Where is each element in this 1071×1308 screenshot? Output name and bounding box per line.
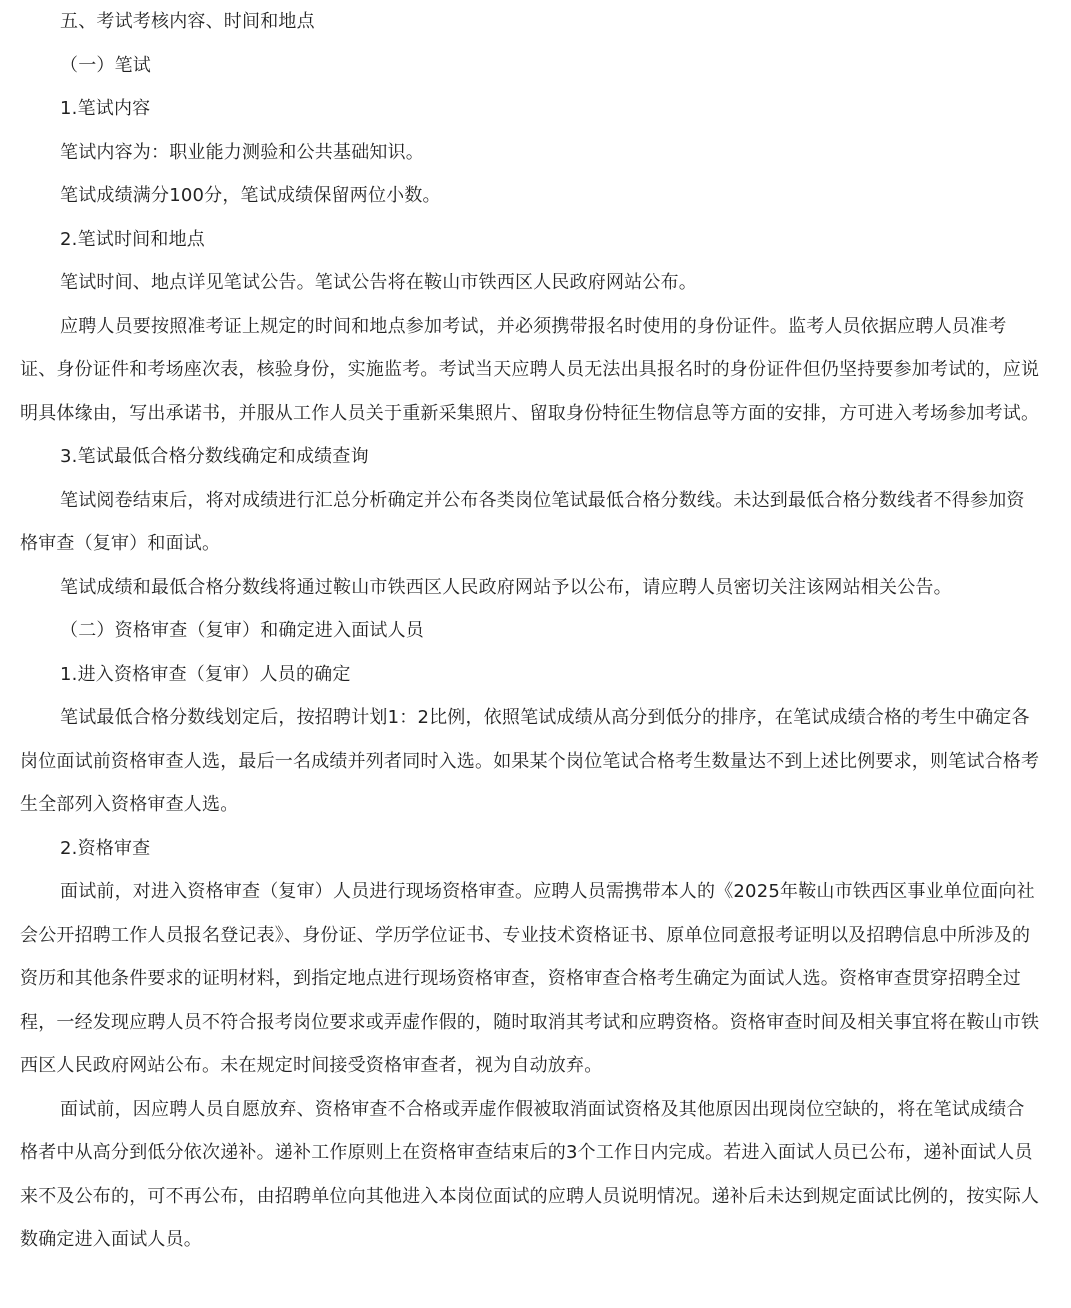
item-heading-review-candidates: 1.进入资格审查（复审）人员的确定 bbox=[60, 663, 351, 685]
item-heading-passing-score: 3.笔试最低合格分数线确定和成绩查询 bbox=[60, 446, 369, 467]
subsection-heading-written-exam: （一）笔试 bbox=[60, 54, 151, 76]
item-heading-qualification-review: 2.资格审查 bbox=[60, 837, 151, 859]
paragraph-written-content: 笔试内容为：职业能力测验和公共基础知识。 bbox=[60, 141, 424, 163]
subsection-heading-qualification-review: （二）资格审查（复审）和确定进入面试人员 bbox=[60, 620, 424, 641]
paragraph-passing-score: 笔试阅卷结束后，将对成绩进行汇总分析确定并公布各类岗位笔试最低合格分数线。未达到最低合格分数线者不得参加资格审查（复审）和面试。 bbox=[20, 489, 1025, 554]
item-heading-written-time-place: 2.笔试时间和地点 bbox=[60, 228, 205, 250]
paragraph-vacancy-backfill: 面试前，因应聘人员自愿放弃、资格审查不合格或弄虚作假被取消面试资格及其他原因出现岗位空缺的，将在笔试成绩合格者中从高分到低分依次递补。递补工作原则上在资格审查结束后的3个工作日内完成。若进入面试人员已公布，递补面试人员来不及公布的，可不再公布，由招聘单位向其他进入本岗位面试的应聘人员说明情况。递补后未达到规定面试比例的，按实际人数确定进入面试人员。 bbox=[20, 1098, 1040, 1250]
paragraph-score-publication: 笔试成绩和最低合格分数线将通过鞍山市铁西区人民政府网站予以公布，请应聘人员密切关注该网站相关公告。 bbox=[60, 576, 952, 598]
section-heading-exam-content: 五、考试考核内容、时间和地点 bbox=[60, 11, 315, 32]
paragraph-review-candidates: 笔试最低合格分数线划定后，按招聘计划1：2比例，依照笔试成绩从高分到低分的排序，在笔试成绩合格的考生中确定各岗位面试前资格审查人选，最后一名成绩并列者同时入选。如果某个岗位笔试合格考生数量达不到上述比例要求，则笔试合格考生全部列入资格审查人选。 bbox=[20, 707, 1040, 815]
item-heading-written-content: 1.笔试内容 bbox=[60, 98, 151, 119]
paragraph-written-score: 笔试成绩满分100分，笔试成绩保留两位小数。 bbox=[60, 185, 441, 206]
document-body bbox=[20, 0, 1040, 1262]
paragraph-written-time-place: 笔试时间、地点详见笔试公告。笔试公告将在鞍山市铁西区人民政府网站公布。 bbox=[60, 272, 697, 293]
paragraph-qualification-review: 面试前，对进入资格审查（复审）人员进行现场资格审查。应聘人员需携带本人的《2025年鞍山市铁西区事业单位面向社会公开招聘工作人员报名登记表》、身份证、学历学位证书、专业技术资格证书、原单位同意报考证明以及招聘信息中所涉及的资历和其他条件要求的证明材料，到指定地点进行现场资格审查，资格审查合格考生确定为面试人选。资格审查贯穿招聘全过程，一经发现应聘人员不符合报考岗位要求或弄虚作假的，随时取消其考试和应聘资格。资格审查时间及相关事宜将在鞍山市铁西区人民政府网站公布。未在规定时间接受资格审查者，视为自动放弃。 bbox=[20, 881, 1040, 1076]
paragraph-exam-rules: 应聘人员要按照准考证上规定的时间和地点参加考试，并必须携带报名时使用的身份证件。监考人员依据应聘人员准考证、身份证件和考场座次表，核验身份，实施监考。考试当天应聘人员无法出具报名时的身份证件但仍坚持要参加考试的，应说明具体缘由，写出承诺书，并服从工作人员关于重新采集照片、留取身份特征生物信息等方面的安排，方可进入考场参加考试。 bbox=[20, 315, 1040, 424]
